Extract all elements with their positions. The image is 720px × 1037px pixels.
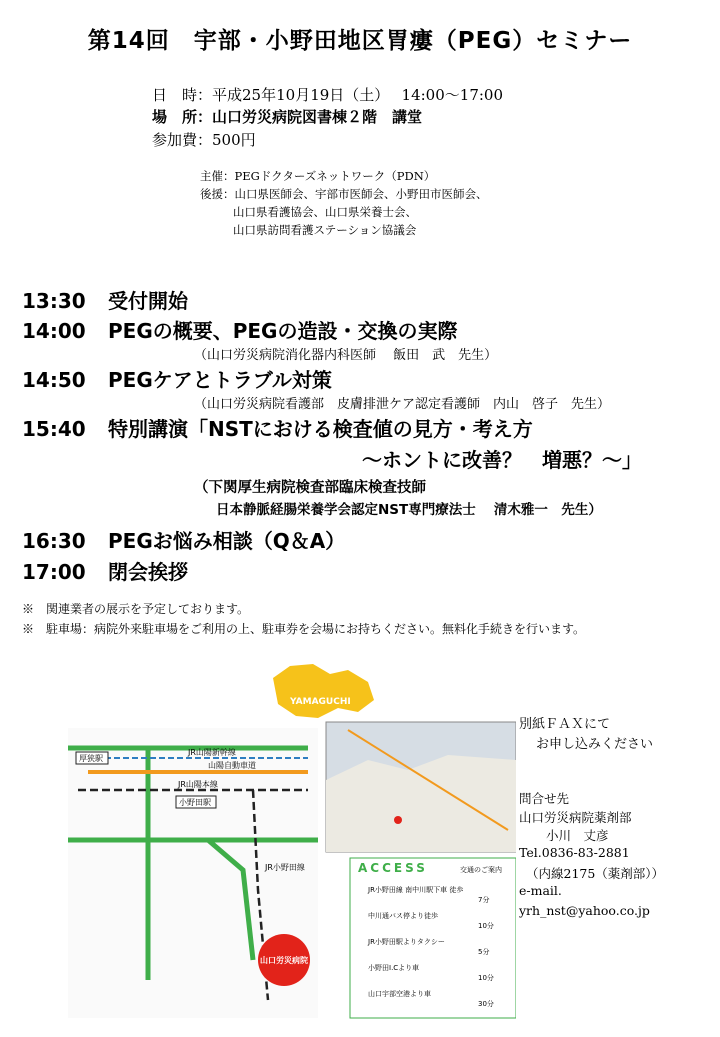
access-row-time: 10分 — [478, 922, 494, 930]
support-text-2: 山口県看護協会、山口県栄養士会、 — [233, 205, 417, 219]
onoda-station-label: 小野田駅 — [179, 798, 211, 807]
access-map — [68, 660, 516, 1020]
contact-tel: Tel.0836-83-2881 — [519, 845, 630, 860]
access-row-time: 7分 — [478, 896, 490, 904]
fee-label: 参加費： — [152, 131, 213, 149]
program-speaker: （山口労災病院看護部 皮膚排泄ケア認定看護師 内山 啓子 先生） — [194, 397, 611, 412]
program-title: 特別講演「NSTにおける検査値の見方・考え方 — [108, 417, 533, 441]
program-item — [22, 285, 188, 314]
program-title: PEGの概要、PEGの造設・交換の実際 — [108, 319, 458, 343]
program-title: PEGお悩み相談（Q＆A） — [108, 529, 346, 553]
program-title: 閉会挨拶 — [108, 560, 188, 584]
note-text: ※ 駐車場：病院外来駐車場をご利用の上、駐車券を会場にお持ちください。無料化手続きを行います。 — [22, 622, 586, 636]
fax-line-1: 別紙ＦＡＸにて — [519, 717, 611, 732]
hospital-label: 山口労災病院 — [260, 956, 308, 965]
fee-row — [152, 129, 256, 150]
program-item — [22, 556, 188, 585]
program-time: 16:30 — [22, 529, 86, 553]
program-item — [22, 315, 457, 344]
date-row — [152, 84, 503, 105]
program-speaker: （山口労災病院消化器内科医師 飯田 武 先生） — [194, 348, 498, 363]
note-text: ※ 関連業者の展示を予定しております。 — [22, 602, 250, 616]
access-row-time: 30分 — [478, 1000, 494, 1008]
program-time: 17:00 — [22, 560, 86, 584]
program-title: PEGケアとトラブル対策 — [108, 368, 332, 392]
email-address[interactable]: yrh_nst@yahoo.co.jp — [519, 903, 650, 918]
contact-person: 小川 丈彦 — [546, 828, 609, 843]
email-label: e-mail. — [519, 883, 562, 898]
access-row-label: 山口宇部空港より車 — [368, 990, 431, 998]
contact-org: 山口労災病院薬剤部 — [519, 810, 632, 825]
program-item — [22, 525, 345, 554]
asa-station-label: 厚狭駅 — [79, 754, 103, 763]
program-item — [22, 413, 533, 442]
access-row-label: 中川通バス停より徒歩 — [368, 912, 438, 920]
access-row-time: 10分 — [478, 974, 494, 982]
access-row-label: 小野田I.Cより車 — [368, 964, 420, 972]
page-title: 第14回 宇部・小野田地区胃瘻（PEG）セミナー — [87, 28, 633, 54]
program-title: 受付開始 — [108, 289, 188, 313]
regional-land — [326, 755, 516, 852]
access-row-label: JR小野田駅よりタクシー — [368, 938, 445, 946]
host-text: 主催：PEGドクターズネットワーク（PDN） — [200, 169, 436, 183]
program-time: 15:40 — [22, 417, 86, 441]
access-row-label: JR小野田線 南中川駅下車 徒歩 — [368, 886, 464, 894]
access-row-time: 5分 — [478, 948, 490, 956]
map-graphic — [68, 660, 516, 1020]
contact-ext: （内線2175（薬剤部）） — [526, 866, 665, 881]
program-time: 14:50 — [22, 368, 86, 392]
expressway-label: 山陽自動車道 — [208, 761, 256, 770]
support-text-1: 後援：山口県医師会、宇部市医師会、小野田市医師会、 — [200, 187, 488, 201]
access-title: ACCESS — [358, 861, 428, 875]
place-label: 場 所： — [152, 108, 213, 126]
regional-hospital-dot — [394, 816, 402, 824]
place-value: 山口労災病院図書棟２階 講堂 — [212, 108, 423, 126]
date-value: 平成25年10月19日（土） 14:00～17:00 — [212, 86, 504, 104]
place-row — [152, 106, 422, 127]
onoda-line-label: JR小野田線 — [265, 863, 305, 872]
date-label: 日 時： — [152, 86, 213, 104]
sanyo-label: JR山陽本線 — [178, 780, 218, 789]
region-label: YAMAGUCHI — [290, 697, 351, 707]
yamaguchi-shape — [273, 664, 374, 718]
program-time: 14:00 — [22, 319, 86, 343]
program-item — [22, 364, 332, 393]
program-title-cont: ～ホントに改善？ 増悪？～」 — [362, 448, 642, 472]
program-speaker: 日本静脈経腸栄養学会認定NST専門療法士 清木雅一 先生） — [216, 502, 602, 518]
fax-line-2: お申し込みください — [536, 737, 654, 752]
program-speaker: （下関厚生病院検査部臨床検査技師 — [194, 480, 426, 496]
fee-value: 500円 — [212, 131, 256, 149]
program-time: 13:30 — [22, 289, 86, 313]
access-subtitle: 交通のご案内 — [460, 866, 502, 874]
contact-heading: 問合せ先 — [519, 791, 570, 806]
shinkansen-label: JR山陽新幹線 — [188, 748, 236, 757]
support-text-3: 山口県訪問看護ステーション協議会 — [233, 223, 417, 237]
